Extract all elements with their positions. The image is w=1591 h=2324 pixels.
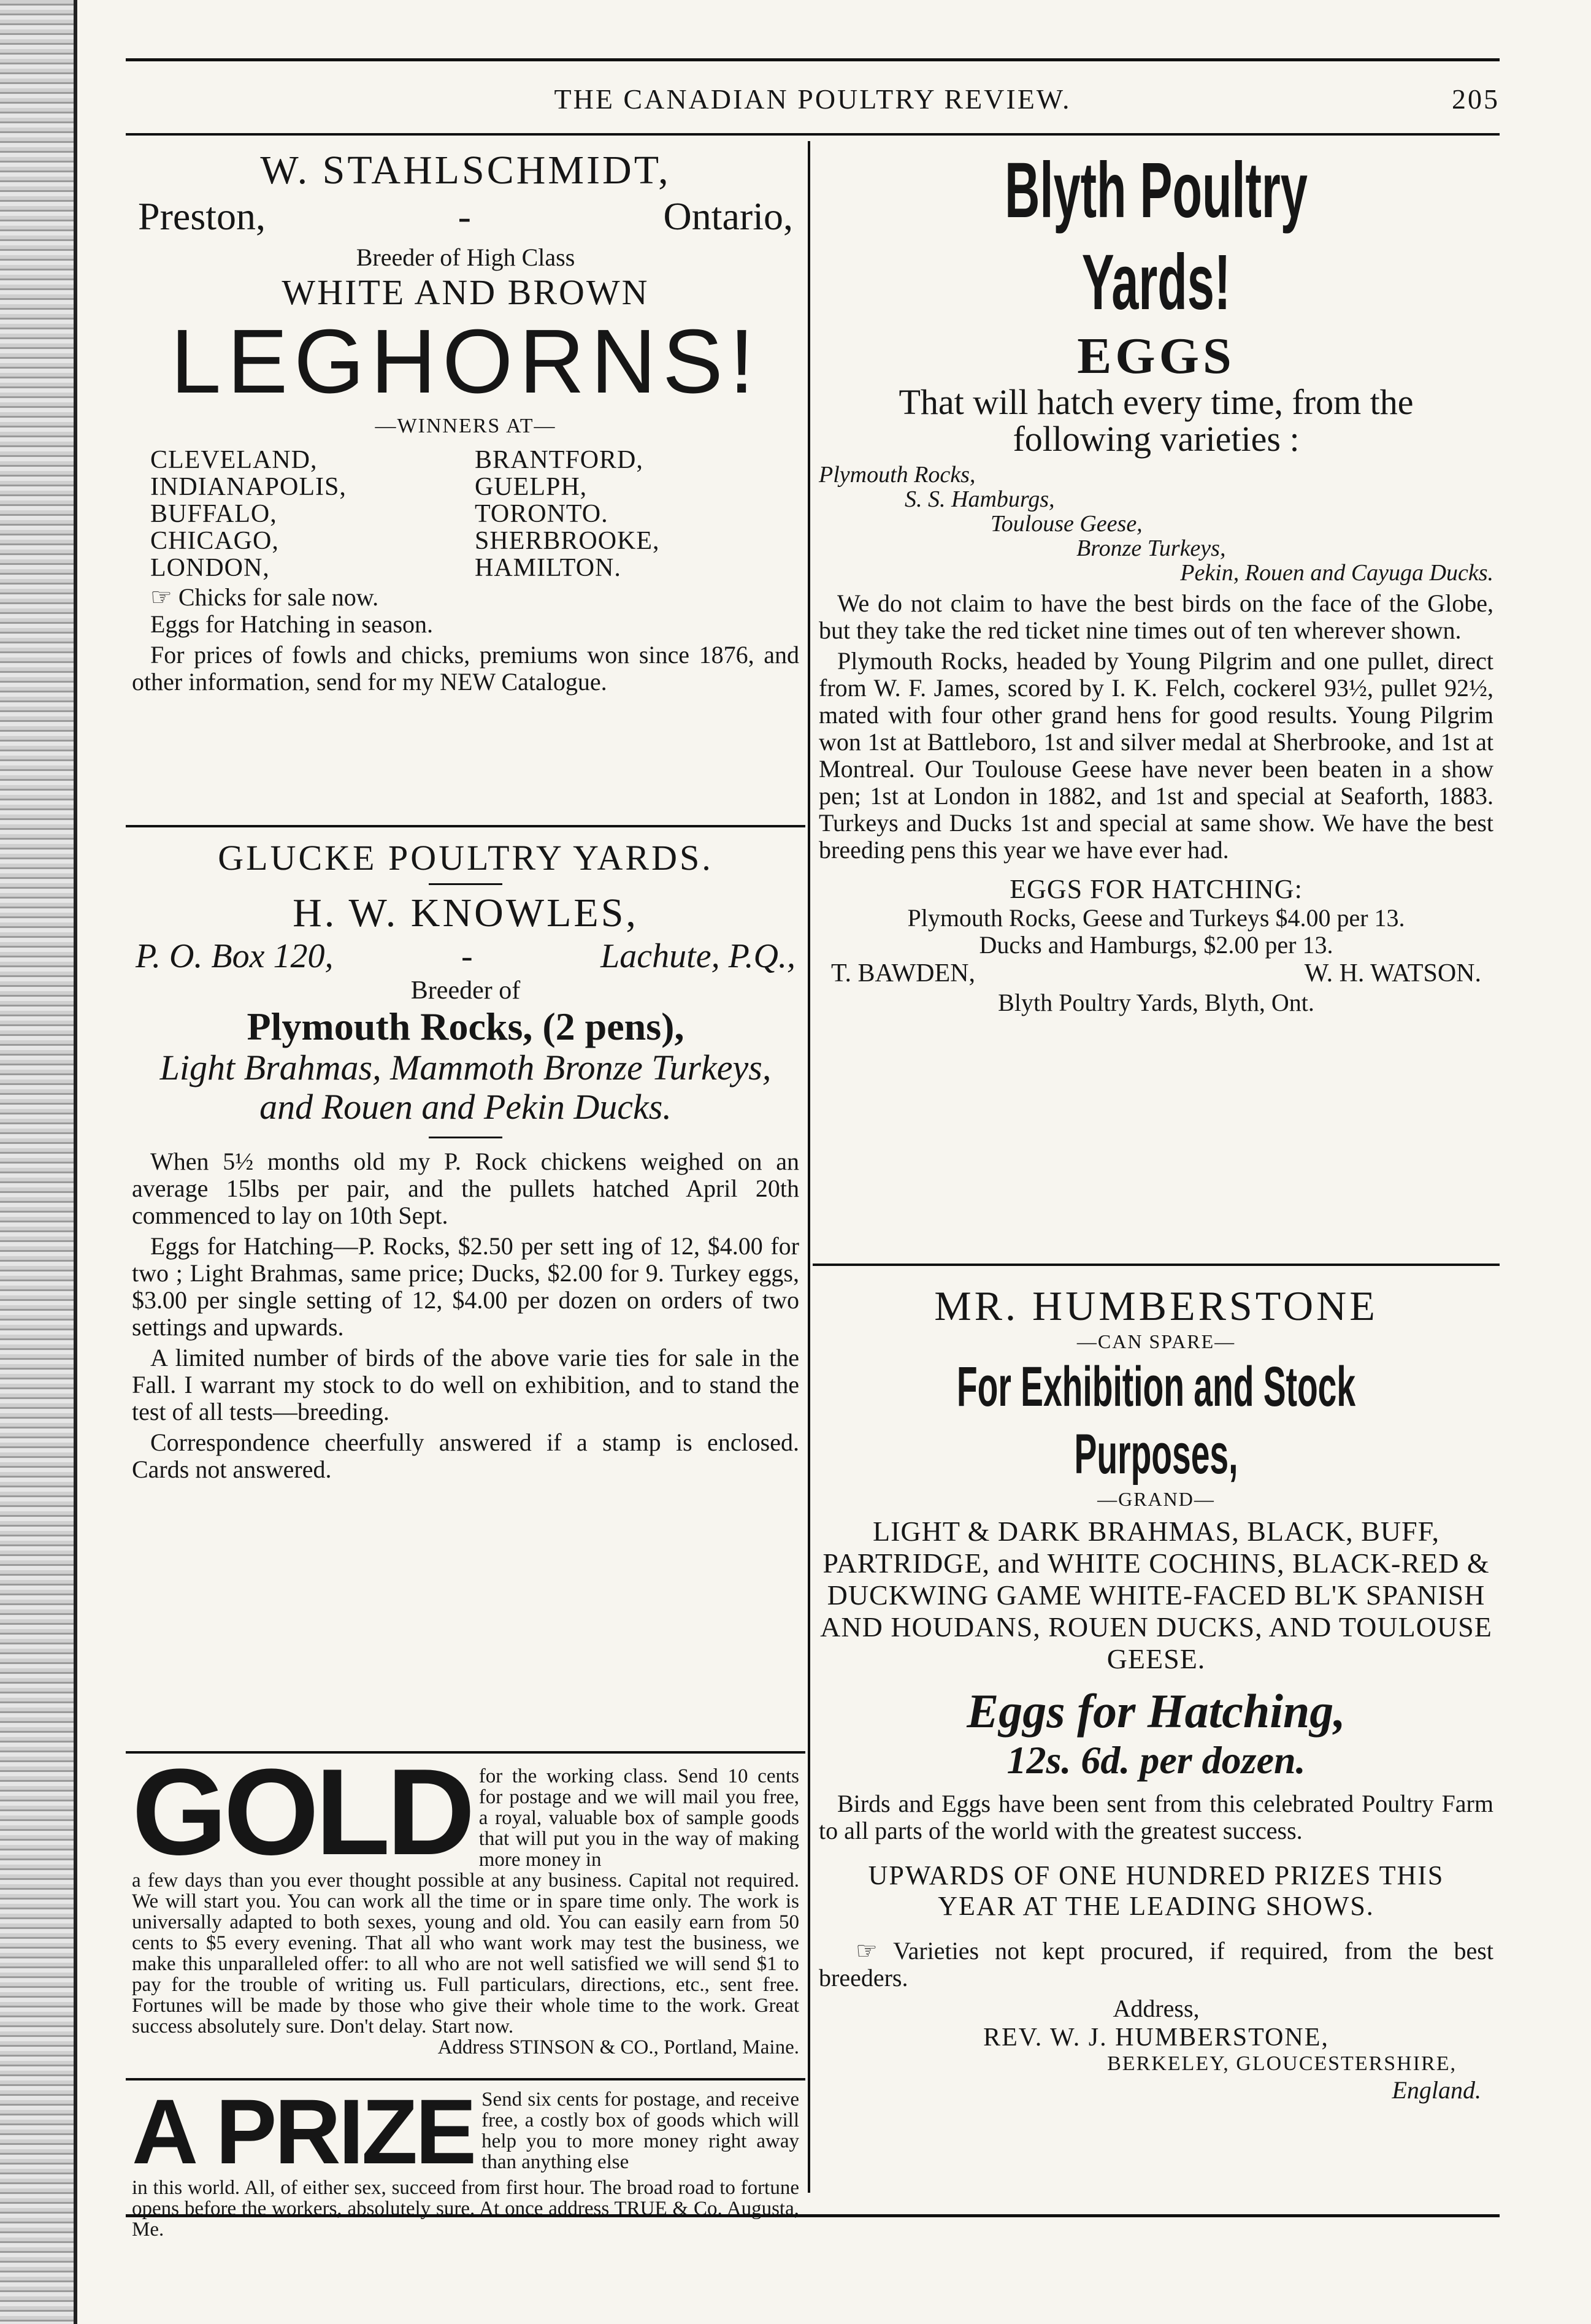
gold-text: a few days than you ever thought possible at any business. Capital not required. We will start you. You can work all the time or in spare time only. The work is universally adapted to both sexes, young and old. You can easily earn from 50 cents to $5 every evening. That all who want work may test the business, we make this unparalleled offer: to all who are not well satisfied we will send $1 to pay for the trouble of writing us. Full particulars, directions, etc., sent free. Fortunes will be made by those who give their whole time to the work. Great success absolutely sure. Don't delay. Start now. [132, 1870, 799, 2038]
signer: W. H. WATSON. [1304, 959, 1481, 988]
glucke-paragraph-4: Correspondence cheerfully answered if a stamp is enclosed. Cards not answered. [132, 1429, 799, 1483]
glucke-ad [126, 831, 805, 1745]
prize-initial: A PRIZE [132, 2080, 475, 2183]
can-spare: —CAN SPARE— [1076, 1330, 1236, 1352]
glucke-paragraph-2: Eggs for Hatching—P. Rocks, $2.50 per sett ing of 12, $4.00 for two ; Light Brahmas, same price; Ducks, $2.00 for 9. Turkey eggs, $3.00 per single setting of 12, $4.00 per dozen on orders of two settings and upwards. [132, 1232, 799, 1341]
ad-separator [126, 825, 805, 827]
blyth-place: Blyth Poultry Yards, Blyth, Ont. [998, 989, 1314, 1016]
dash: - [458, 194, 471, 238]
humberstone-breeds: LIGHT & DARK BRAHMAS, BLACK, BUFF, PARTRIDGE, and WHITE COCHINS, BLACK-RED & DUCKWING GAME WHITE-FACED BL'K SPANISH AND HOUDANS, ROUEN DUCKS, AND TOULOUSE GEESE. [820, 1516, 1492, 1674]
grand-line: —GRAND— [1097, 1488, 1215, 1510]
hatching-heading: EGGS FOR HATCHING: [1010, 874, 1303, 904]
city: HAMILTON. [475, 554, 621, 582]
glucke-name: H. W. KNOWLES, [293, 891, 638, 935]
breeder-line: Breeder of High Class [356, 244, 575, 271]
glucke-address [132, 937, 799, 976]
gold-initial: GOLD [132, 1744, 472, 1881]
humberstone-paragraph: Birds and Eggs have been sent from this celebrated Poultry Farm to all parts of the world with the greatest success. [819, 1790, 1493, 1844]
province: Ontario, [663, 194, 793, 238]
price-line-2: Ducks and Hamburgs, $2.00 per 13. [979, 931, 1333, 959]
town: Lachute, P.Q., [600, 937, 796, 975]
gold-head [132, 1744, 799, 1881]
humberstone-name: MR. HUMBERSTONE [934, 1283, 1378, 1329]
blyth-paragraph-1: We do not claim to have the best birds on the face of the Globe, but they take the red ticket nine times out of ten wherever shown. [819, 589, 1493, 644]
city: SHERBROOKE, [475, 527, 660, 555]
winners-cities [132, 447, 799, 581]
variety: Toulouse Geese, [991, 511, 1143, 537]
prize-text: in this world. All, of either sex, succeed from first hour. The broad road to fortune opens before the workers, absolutely sure. At once address TRUE & Co. Augusta, Me. [132, 2177, 799, 2241]
other-breeds: Light Brahmas, Mammoth Bronze Turkeys, and Rouen and Pekin Ducks. [159, 1048, 772, 1127]
address-name: REV. W. J. HUMBERSTONE, [983, 2023, 1329, 2052]
running-head [126, 83, 1500, 126]
variety: Pekin, Rouen and Cayuga Ducks. [1180, 560, 1493, 586]
blyth-ad [813, 141, 1500, 1227]
variety: Plymouth Rocks, [819, 462, 976, 488]
advertiser-name: W. STAHLSCHMIDT, [260, 148, 671, 193]
eggs-heading: EGGS [1077, 328, 1235, 385]
blyth-paragraph-2: Plymouth Rocks, headed by Young Pilgrim and one pullet, direct from W. F. James, scored by I. K. Felch, cockerel 93½, pullet 92½, mated with four other grand hens for good results. Young Pilgrim won 1st at Battleboro, 1st and silver medal at Sherbrooke, and 1st at Montreal. Our Toulouse Geese have never been beaten in a show pen; 1st at London in 1882, and 1st and special at Seaforth, 1883. Turkeys and Ducks 1st and special at same show. We have the best breeding pens this year we have ever had. [819, 647, 1493, 864]
dash: - [461, 937, 473, 975]
short-rule [429, 1137, 502, 1138]
prize-head [132, 2080, 799, 2183]
signers [819, 959, 1493, 988]
page-frame [126, 58, 1500, 2242]
following-line: following varieties : [1013, 419, 1300, 459]
prize-ad [126, 2080, 805, 2263]
stahlschmidt-ad [126, 141, 805, 785]
glucke-paragraph-3: A limited number of birds of the above varie ties for sale in the Fall. I warrant my stock to do well on exhibition, and to stand the test of all tests—breeding. [132, 1344, 799, 1425]
purposes-line: For Exhibition and Stock Purposes, [956, 1356, 1356, 1486]
glucke-title: GLUCKE POULTRY YARDS. [218, 838, 713, 878]
chicks-text: Chicks for sale now. [178, 583, 379, 611]
city: BRANTFORD, [475, 446, 643, 474]
city: CHICAGO, [150, 527, 279, 555]
ad-separator [813, 1264, 1500, 1266]
address-place: BERKELEY, GLOUCESTERSHIRE, [1107, 2052, 1457, 2075]
address-country: England. [1392, 2076, 1481, 2104]
town: Preston, [138, 194, 266, 238]
page-number: 205 [1452, 83, 1500, 115]
city: INDIANAPOLIS, [150, 473, 347, 501]
pointing-hand-icon: ☞ [856, 1937, 878, 1965]
gold-ad [126, 1744, 805, 2070]
running-title: THE CANADIAN POULTRY REVIEW. [554, 83, 1072, 115]
glucke-paragraph-1: When 5½ months old my P. Rock chickens weighed on an average 15lbs per pair, and the pullets hatched April 20th commenced to lay on 10th Sept. [132, 1148, 799, 1229]
price-line-1: Plymouth Rocks, Geese and Turkeys $4.00 per 13. [907, 904, 1405, 932]
egg-price: 12s. 6d. per dozen. [1006, 1738, 1306, 1782]
top-rule [126, 58, 1500, 61]
city: GUELPH, [475, 473, 588, 501]
eggs-for-hatching: Eggs for Hatching, [967, 1684, 1346, 1738]
breeder-of: Breeder of [410, 976, 521, 1005]
winners-heading: —WINNERS AT— [375, 415, 556, 437]
scan-edge-strip [0, 0, 77, 2324]
prize-text-beside: Send six cents for postage, and receive free, a costly box of goods which will help you to more money right away than anything else [481, 2088, 799, 2173]
left-column [126, 141, 805, 2241]
breeds-line: WHITE AND BROWN [282, 272, 650, 312]
header-rule [126, 133, 1500, 136]
city: BUFFALO, [150, 500, 277, 528]
variety: Bronze Turkeys, [1076, 535, 1226, 561]
plymouth-line: Plymouth Rocks, (2 pens), [247, 1005, 684, 1048]
hatch-line: That will hatch every time, from the [899, 382, 1414, 422]
location-line [132, 194, 799, 239]
humberstone-ad [813, 1276, 1500, 2251]
gold-address: Address STINSON & CO., Portland, Maine. [437, 2036, 799, 2058]
city: LONDON, [150, 554, 270, 582]
variety: S. S. Hamburgs, [905, 486, 1055, 512]
blyth-title: Blyth Poultry Yards! [1005, 147, 1308, 326]
address-label: Address, [1113, 1995, 1200, 2022]
blyth-title-wrap [819, 145, 1493, 329]
pointing-hand-icon: ☞ [150, 583, 172, 611]
prizes-line: UPWARDS OF ONE HUNDRED PRIZES THIS YEAR AT THE LEADING SHOWS. [868, 1860, 1444, 1921]
gold-text-beside: for the working class. Send 10 cents for postage and we will mail you free, a royal, valuable box of sample goods that will put you in the way of making more money in [478, 1765, 799, 1871]
right-column [813, 141, 1500, 2193]
column-divider [808, 141, 810, 2193]
bottom-rule [126, 2214, 1500, 2217]
chicks-note [132, 584, 799, 611]
prices-note: For prices of fowls and chicks, premiums won since 1876, and other information, send for my NEW Catalogue. [132, 641, 799, 696]
varieties-note-text: Varieties not kept procured, if required, from the best breeders. [819, 1937, 1493, 1992]
short-rule [429, 883, 502, 885]
city: CLEVELAND, [150, 446, 318, 474]
signer: T. BAWDEN, [831, 959, 975, 988]
eggs-note: Eggs for Hatching in season. [150, 610, 434, 638]
varieties-list [819, 462, 1493, 585]
purposes-wrap [819, 1353, 1493, 1488]
varieties-note [819, 1938, 1493, 1992]
city: TORONTO. [475, 500, 608, 528]
po-box: P. O. Box 120, [136, 937, 334, 975]
headline: LEGHORNS! [171, 311, 761, 412]
